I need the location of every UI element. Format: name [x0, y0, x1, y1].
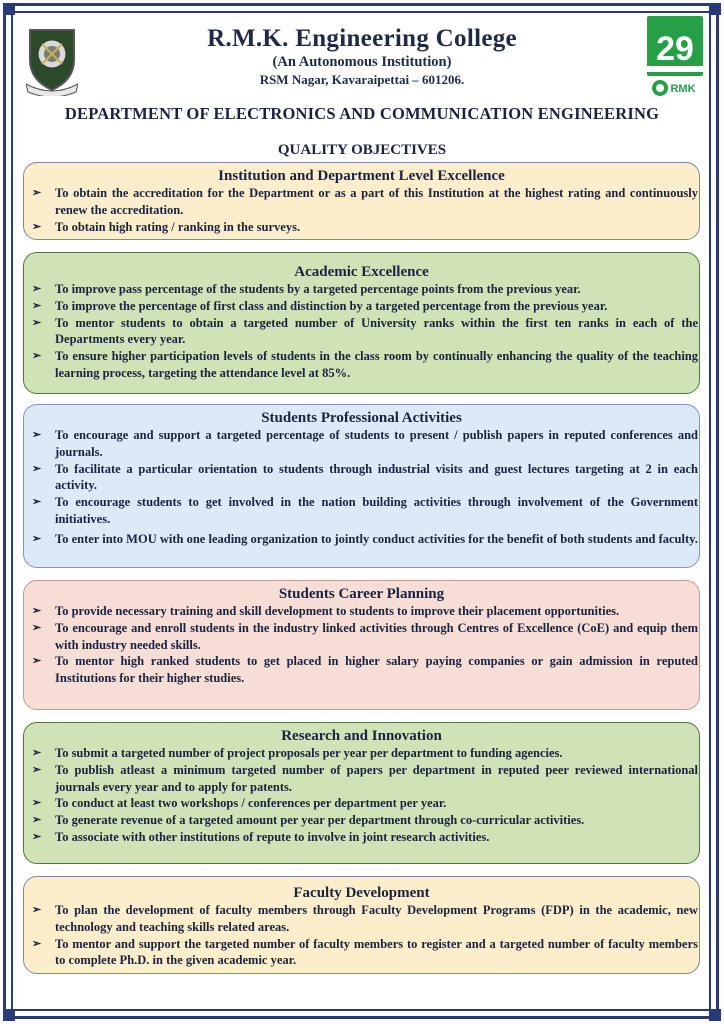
arrow-bullet-icon: ➢	[32, 747, 42, 759]
list-item: ➢ To mentor high ranked students to get placed in higher salary paying companies or gain admission in reputed Institutions for their higher studies.	[32, 654, 698, 686]
list-item: ➢ To conduct at least two workshops / conferences per department per year.	[32, 796, 447, 811]
list-item: ➢ To provide necessary training and skill development to students to improve their placement opportunities.	[32, 604, 620, 618]
list-item: ➢ To associate with other institutions of repute to involve in joint research activities.	[32, 829, 490, 844]
list-item: ➢ To plan the development of faculty members through Faculty Development Programs (FDP) in the academic, new technology and teaching skills related areas.	[32, 903, 698, 934]
arrow-bullet-icon: ➢	[32, 830, 42, 843]
arrow-bullet-icon: ➢	[32, 904, 42, 916]
arrow-bullet-icon: ➢	[32, 814, 42, 827]
list-item: ➢ To facilitate a particular orientation to students through industrial visits and guest lectures targeting at 2 in each activity.	[32, 461, 698, 493]
list-item: ➢ To improve the percentage of first class and distinction by a targeted percentage from the previous year.	[32, 298, 608, 313]
list-item: ➢ To obtain the accreditation for the Department or as a part of this Institution at the highest rating and continuously renew the accreditation.	[32, 186, 698, 217]
college-name: R.M.K. Engineering College	[207, 25, 517, 52]
arrow-bullet-icon: ➢	[32, 316, 42, 329]
college-header	[0, 24, 724, 88]
list-item: ➢ To ensure higher participation levels of students in the class room by continually enhancing the quality of the teaching learning process, targeting the attendance level at 85%.	[32, 349, 698, 380]
arrow-bullet-icon: ➢	[32, 937, 42, 950]
list-item: ➢ To obtain high rating / ranking in the surveys.	[32, 219, 301, 234]
badge-small-text: RMK	[670, 83, 696, 95]
badge-number: 29	[656, 30, 694, 68]
list-item: ➢ To mentor and support the targeted number of faculty members to register and a targeted number of faculty members to complete Ph.D. in the given academic year.	[32, 936, 698, 968]
arrow-bullet-icon: ➢	[32, 763, 42, 776]
arrow-bullet-icon: ➢	[32, 655, 42, 668]
list-item: ➢ To publish atleast a minimum targeted number of papers per department in reputed peer reviewed international journals every year and to apply for patents.	[32, 762, 698, 794]
autonomous-label: (An Autonomous Institution)	[272, 54, 452, 70]
anniversary-badge-logo	[647, 16, 703, 102]
section-heading: QUALITY OBJECTIVES	[277, 142, 447, 158]
arrow-bullet-icon: ➢	[32, 299, 42, 312]
arrow-bullet-icon: ➢	[32, 462, 42, 475]
list-item: ➢ To enter into MOU with one leading organization to jointly conduct activities for the benefit of both students and faculty.	[32, 531, 698, 546]
arrow-bullet-icon: ➢	[32, 532, 42, 545]
arrow-bullet-icon: ➢	[32, 797, 42, 810]
section-title: Institution and Department Level Excellence	[218, 168, 505, 184]
list-item: ➢ To encourage and enroll students in the industry linked activities through Centres of Excellence (CoE) and equip them with industry needed skills.	[32, 620, 698, 652]
arrow-bullet-icon: ➢	[32, 283, 42, 295]
corner-ornament	[709, 1009, 721, 1021]
section-title: Research and Innovation	[281, 728, 442, 744]
list-item: ➢ To encourage and support a targeted percentage of students to present / publish papers in reputed conferences and journals.	[32, 428, 698, 459]
corner-ornament	[3, 1009, 15, 1021]
arrow-bullet-icon: ➢	[32, 621, 42, 634]
section-faculty-development	[23, 876, 700, 974]
corner-ornament	[709, 3, 721, 15]
arrow-bullet-icon: ➢	[32, 220, 42, 233]
arrow-bullet-icon: ➢	[32, 187, 42, 199]
arrow-bullet-icon: ➢	[32, 496, 42, 509]
section-research-innovation	[23, 722, 700, 864]
section-title: Students Professional Activities	[261, 410, 462, 426]
department-title: DEPARTMENT OF ELECTRONICS AND COMMUNICATION ENGINEERING	[64, 104, 660, 123]
arrow-bullet-icon: ➢	[32, 605, 42, 617]
list-item: ➢ To submit a targeted number of project proposals per year per department to funding agencies.	[32, 746, 563, 760]
list-item: ➢ To generate revenue of a targeted amount per year per department through co-curricular activities.	[32, 813, 585, 828]
section-institution-excellence	[23, 162, 700, 240]
section-title: Faculty Development	[293, 885, 430, 901]
college-address: RSM Nagar, Kavaraipettai – 601206.	[259, 72, 465, 87]
corner-ornament	[3, 3, 15, 15]
arrow-bullet-icon: ➢	[32, 429, 42, 441]
section-title: Students Career Planning	[278, 586, 445, 602]
list-item: ➢ To encourage students to get involved in the nation building activities through involvement of the Government initiatives.	[32, 495, 698, 526]
section-professional-activities	[23, 404, 700, 568]
arrow-bullet-icon: ➢	[32, 350, 42, 363]
section-title: Academic Excellence	[294, 264, 429, 280]
list-item: ➢ To mentor students to obtain a targeted number of University ranks within the first ten ranks in each of the Departments every year.	[32, 315, 698, 347]
section-career-planning	[23, 580, 700, 710]
list-item: ➢ To improve pass percentage of the students by a targeted percentage points from the previous year.	[32, 282, 581, 296]
section-academic-excellence	[23, 252, 700, 394]
